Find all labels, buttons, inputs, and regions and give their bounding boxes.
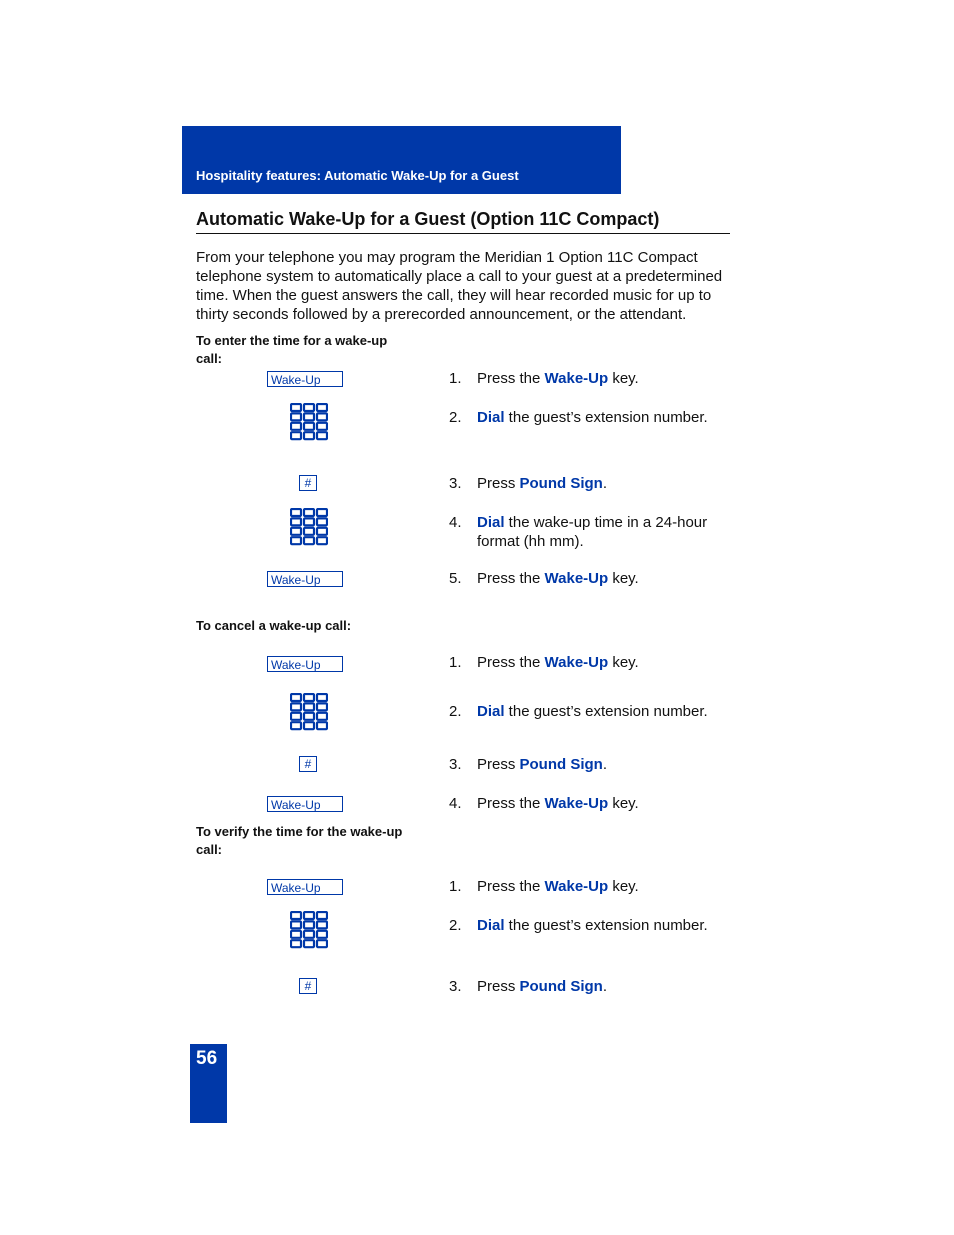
step-number: 5. [449,570,462,587]
pound-key: # [299,475,317,491]
step-text: Dial the guest’s extension number. [477,409,708,426]
intro-paragraph: From your telephone you may program the Meridian 1 Option 11C Compact telephone system to automatically place a call to your guest at a predetermined time. When the guest answers the call, they will hear recorded music for up to thirty seconds followed by a prerecorded announcement, or the attendant. [196,249,723,323]
dial-pad-icon [290,403,328,441]
wake-up-key: Wake-Up [267,371,343,387]
pound-key: # [299,756,317,772]
dial-pad-icon [290,693,328,731]
step-number: 4. [449,795,462,812]
step-text: Press the Wake-Up key. [477,654,639,671]
step-number: 3. [449,756,462,773]
page-number: 56 [196,1048,218,1069]
step-text: Dial the guest’s extension number. [477,917,708,934]
page-title: Automatic Wake-Up for a Guest (Option 11C Compact) [196,209,730,234]
header-band [182,126,621,194]
step-number: 2. [449,703,462,720]
section-heading-cancel: To cancel a wake-up call: [196,618,352,633]
section-heading-enter: To enter the time for a wake-up call: [196,333,388,366]
wake-up-key: Wake-Up [267,571,343,587]
step-number: 4. [449,514,462,531]
section-heading-verify: To verify the time for the wake-up call: [196,824,403,857]
wake-up-key: Wake-Up [267,879,343,895]
dial-pad-icon [290,508,328,546]
step-number: 1. [449,654,462,671]
step-text: Dial the guest’s extension number. [477,703,708,720]
step-number: 1. [449,370,462,387]
step-text: Press the Wake-Up key. [477,370,639,387]
step-number: 3. [449,475,462,492]
step-text: Press Pound Sign. [477,756,608,773]
step-text: Press Pound Sign. [477,475,608,492]
step-text: Dial the wake-up time in a 24-hour format (hh mm). [477,514,708,550]
step-text: Press the Wake-Up key. [477,795,639,812]
step-text: Press the Wake-Up key. [477,878,639,895]
page-number-tab [190,1044,227,1123]
step-text: Press the Wake-Up key. [477,570,639,587]
pound-key: # [299,978,317,994]
step-number: 2. [449,917,462,934]
step-number: 2. [449,409,462,426]
wake-up-key: Wake-Up [267,656,343,672]
dial-pad-icon [290,911,328,949]
wake-up-key: Wake-Up [267,796,343,812]
step-text: Press Pound Sign. [477,978,608,995]
step-number: 3. [449,978,462,995]
step-number: 1. [449,878,462,895]
section-header-title: Hospitality features: Automatic Wake-Up for a Guest [196,168,519,183]
